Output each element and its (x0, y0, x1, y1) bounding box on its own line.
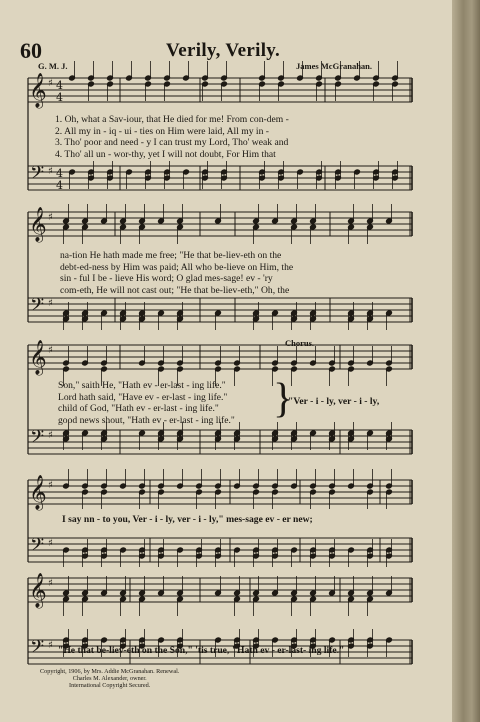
chorus-lyric-line-2: "He that be-liev-eth on the Son," 'tis true, "Hath ev - er-last- ing life." (58, 645, 345, 656)
hymn-number: 60 (20, 38, 42, 63)
treble-clef-icon: 𝄞 (29, 475, 47, 510)
copyright-line: Charles M. Alexander, owner. (72, 675, 147, 682)
copyright-notice (40, 668, 179, 689)
time-signature: 4 (56, 179, 63, 192)
verse-line: debt-ed-ness by Him was paid; All who be-lieve on Him, the (60, 261, 294, 273)
sharp-icon: ♯ (48, 345, 53, 356)
bass-clef-icon: 𝄢 (30, 637, 45, 662)
sharp-icon: ♯ (48, 578, 53, 589)
copyright-line: Copyright, 1906, by Mrs. Addie McGranahan. Renewal. (40, 668, 180, 675)
composer-credit: James McGranahan. (296, 61, 373, 71)
verse-line: Son," saith He, "Hath ev - er-last - ing life." (58, 380, 226, 391)
verse-line: Lord hath said, "Have ev - er-last - ing life." (58, 391, 228, 403)
chorus-label: Chorus. (285, 338, 315, 348)
chorus-lyric-line-1: I say nn - to you, Ver - i - ly, ver - i - ly," mes-sage ev - er new; (62, 514, 313, 525)
sharp-icon: ♯ (48, 538, 53, 549)
time-signature: 4 (56, 167, 63, 180)
sharp-icon: ♯ (48, 480, 53, 491)
sharp-icon: ♯ (48, 212, 53, 223)
chorus-start-lyric: "Ver - i - ly, ver - i - ly, (288, 396, 380, 407)
verse-brace: } (273, 376, 294, 422)
verse-line: 1. Oh, what a Sav-iour, that He died for me! From con-dem - (55, 114, 289, 125)
time-signature: 4 (56, 91, 63, 104)
verse-line: child of God, "Hath ev - er-last - ing life." (58, 403, 219, 415)
hymn-title: Verily, Verily. (166, 40, 281, 61)
sharp-icon: ♯ (48, 430, 53, 441)
verse-line: 3. Tho' poor and need - y I can trust my Lord, Tho' weak and (55, 137, 289, 149)
sharp-icon: ♯ (48, 166, 53, 177)
verse-lyrics-system-3 (58, 380, 235, 426)
lyricist-credit: G. M. J. (38, 61, 68, 71)
copyright-line: International Copyright Secured. (69, 682, 151, 689)
treble-clef-icon: 𝄞 (29, 73, 47, 108)
verse-lyrics-system-1 (55, 114, 289, 160)
verse-line: 4. Tho' all un - wor-thy, yet I will not doubt, For Him that (55, 148, 276, 160)
verse-line: sin - ful I be - lieve His word; O glad mes-sage! ev - 'ry (60, 273, 273, 285)
treble-clef-icon: 𝄞 (29, 340, 47, 375)
verse-lyrics-system-2 (60, 250, 293, 296)
verse-line: com-eth, He will not cast out; "He that be-liev-eth," Oh, the (60, 284, 290, 296)
verse-line: good news shout, "Hath ev - er-last - ing life." (58, 414, 235, 426)
treble-clef-icon: 𝄞 (29, 207, 47, 242)
time-signature: 4 (56, 79, 63, 92)
verse-line: na-tion He hath made me free; "He that be-liev-eth on the (60, 250, 282, 261)
sharp-icon: ♯ (48, 640, 53, 651)
bass-clef-icon: 𝄢 (30, 535, 45, 560)
bass-clef-icon: 𝄢 (30, 163, 45, 188)
sharp-icon: ♯ (48, 78, 53, 89)
book-spine-edge (452, 0, 480, 722)
bass-clef-icon: 𝄢 (30, 427, 45, 452)
treble-clef-icon: 𝄞 (29, 573, 47, 608)
bass-clef-icon: 𝄢 (30, 295, 45, 320)
verse-line: 2. All my in - iq - ui - ties on Him were laid, All my in - (55, 125, 269, 137)
sharp-icon: ♯ (48, 298, 53, 309)
